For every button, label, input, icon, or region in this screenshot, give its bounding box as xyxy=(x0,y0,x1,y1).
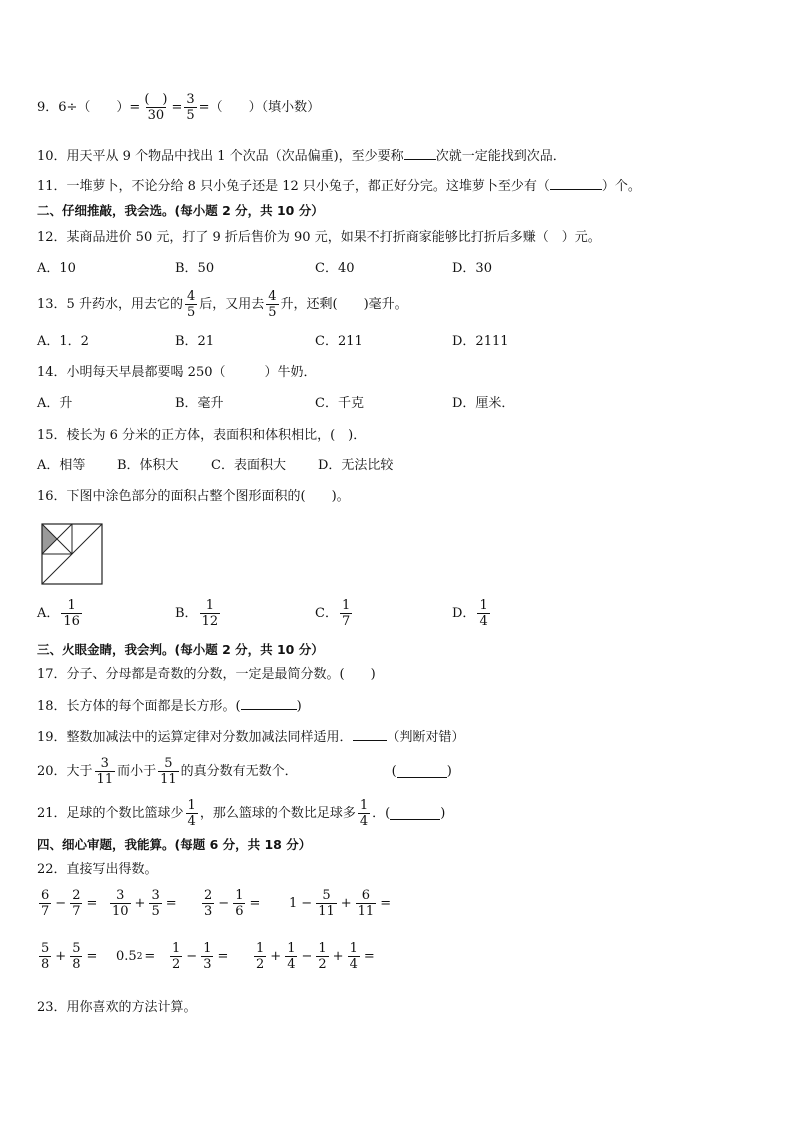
question-13: 13．5 升药水，用去它的 $\frac{4}{5}$ 后，又用去 $\frac{4}{5}$ 升，还剩( )毫升。 xyxy=(37,289,408,320)
q12-option-d[interactable]: D．30 xyxy=(452,261,492,276)
answer-blank[interactable] xyxy=(550,177,602,190)
calc-r1c1: $\frac{6}{7}$ − $\frac{2}{7}$ = xyxy=(41,888,98,919)
section-4-heading: 四、细心审题，我能算。(每题 6 分，共 18 分） xyxy=(37,837,312,852)
q9-fraction-three-fifths: $\frac{3}{5}$ xyxy=(186,92,195,123)
q13-option-d[interactable]: D．2111 xyxy=(452,334,509,349)
q12-option-a[interactable]: A．10 xyxy=(37,261,76,276)
question-22: 22．直接写出得数。 xyxy=(37,862,158,877)
question-9 xyxy=(37,92,320,123)
q15-option-d[interactable]: D．无法比较 xyxy=(318,458,394,473)
question-15: 15．棱长为 6 分米的正方体，表面积和体积相比，( )． xyxy=(37,428,367,443)
q9-prefix: 9．6÷（ ）= xyxy=(37,99,141,115)
q16-option-d[interactable]: D． $\frac{1}{4}$ xyxy=(452,598,488,629)
calc-r2c4: $\frac{1}{2}$ + $\frac{1}{4}$ − $\frac{1}{2}$ + $\frac{1}{4}$ = xyxy=(256,941,375,972)
question-19: 19．整数加减法中的运算定律对分数加减法同样适用． （判断对错） xyxy=(37,730,465,745)
section-2-heading: 二、仔细推敲，我会选。(每小题 2 分，共 10 分） xyxy=(37,203,324,218)
judge-blank[interactable] xyxy=(390,807,440,820)
q16-option-c[interactable]: C． $\frac{1}{7}$ xyxy=(315,598,351,629)
q13-option-c[interactable]: C．211 xyxy=(315,334,363,349)
q9-fraction-blank: $\frac{( )}{30}$ xyxy=(144,92,168,123)
shaded-triangle xyxy=(42,524,57,554)
section-3-heading: 三、火眼金睛，我会判。(每小题 2 分，共 10 分） xyxy=(37,642,324,657)
calc-r2c2: 0.5 2 = xyxy=(116,949,156,964)
q12-option-b[interactable]: B．50 xyxy=(175,261,215,276)
q14-option-c[interactable]: C．千克 xyxy=(315,396,364,411)
calc-r2c1: $\frac{5}{8}$ + $\frac{5}{8}$ = xyxy=(41,941,98,972)
q16-option-b[interactable]: B． $\frac{1}{12}$ xyxy=(175,598,219,629)
q12-option-c[interactable]: C．40 xyxy=(315,261,355,276)
question-10: 10．用天平从 9 个物品中找出 1 个次品（次品偏重)，至少要称 次就一定能找到次品． xyxy=(37,149,566,164)
q9-suffix: =（ ）（填小数） xyxy=(198,99,321,115)
q15-option-b[interactable]: B．体积大 xyxy=(117,458,179,473)
q14-option-d[interactable]: D．厘米． xyxy=(452,396,515,411)
answer-blank[interactable] xyxy=(404,147,436,160)
question-14: 14．小明每天早晨都要喝 250（ ）牛奶． xyxy=(37,365,317,380)
question-21: 21．足球的个数比篮球少 $\frac{1}{4}$ ，那么篮球的个数比足球多 $\frac{1}{4}$ ．( ) xyxy=(37,798,446,829)
question-16: 16．下图中涂色部分的面积占整个图形面积的( )。 xyxy=(37,489,350,504)
q13-option-a[interactable]: A．1．2 xyxy=(37,334,89,349)
q13-fraction-b: $\frac{4}{5}$ xyxy=(268,289,277,320)
q13-option-b[interactable]: B．21 xyxy=(175,334,215,349)
question-23: 23．用你喜欢的方法计算。 xyxy=(37,1000,197,1015)
q14-option-b[interactable]: B．毫升 xyxy=(175,396,224,411)
q9-equals: = xyxy=(171,99,183,115)
question-18: 18．长方体的每个面都是长方形。( ) xyxy=(37,699,302,714)
question-12: 12．某商品进价 50 元，打了 9 折后售价为 90 元，如果不打折商家能够比打折后多赚（ ）元。 xyxy=(37,230,601,245)
judge-blank[interactable] xyxy=(397,765,447,778)
q16-option-a[interactable]: A． $\frac{1}{16}$ xyxy=(37,598,80,629)
calc-r2c3: $\frac{1}{2}$ − $\frac{1}{3}$ = xyxy=(172,941,229,972)
q14-option-a[interactable]: A．升 xyxy=(37,396,73,411)
calc-r1c2: $\frac{3}{10}$ + $\frac{3}{5}$ = xyxy=(112,888,177,919)
calc-r1c4: 1 − $\frac{5}{11}$ + $\frac{6}{11}$ = xyxy=(289,888,392,919)
q15-option-a[interactable]: A．相等 xyxy=(37,458,86,473)
q15-option-c[interactable]: C．表面积大 xyxy=(211,458,286,473)
question-20: 20．大于 $\frac{3}{11}$ 而小于 $\frac{5}{11}$ 的真分数有无数个． ( ) xyxy=(37,756,452,787)
judge-blank[interactable] xyxy=(241,697,297,710)
question-11: 11．一堆萝卜，不论分给 8 只小兔子还是 12 只小兔子，都正好分完。这堆萝卜至少有（ ）个。 xyxy=(37,179,641,194)
judge-blank[interactable] xyxy=(353,728,387,741)
calc-r1c3: $\frac{2}{3}$ − $\frac{1}{6}$ = xyxy=(204,888,261,919)
question-17: 17．分子、分母都是奇数的分数，一定是最简分数。( ) xyxy=(37,667,376,682)
q13-fraction-a: $\frac{4}{5}$ xyxy=(186,289,196,320)
shaded-square-figure xyxy=(41,523,103,585)
